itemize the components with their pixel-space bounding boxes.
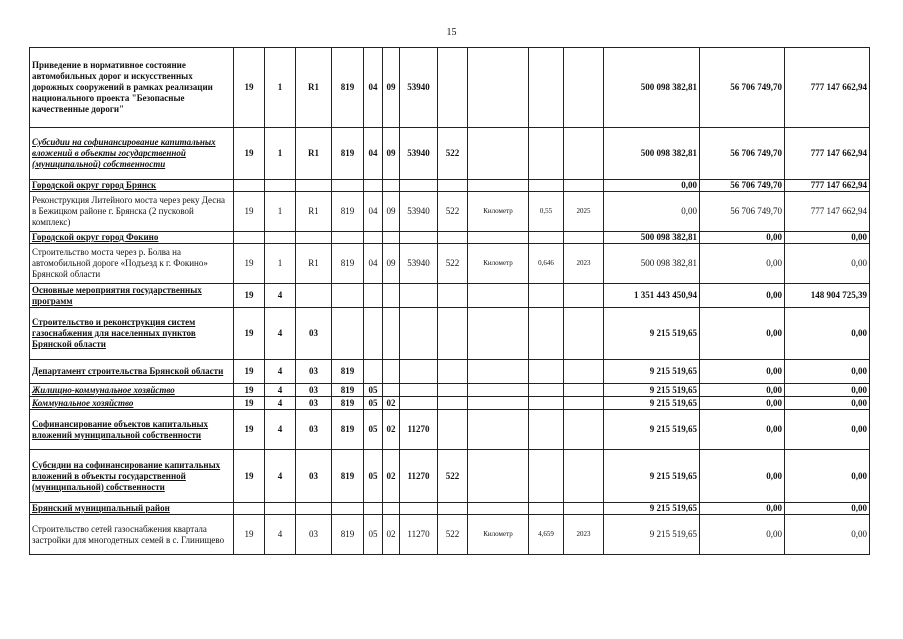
cell-capacity xyxy=(529,450,564,503)
amount-2022-cell: 9 215 519,65 xyxy=(604,410,700,450)
amount-2023-cell: 0,00 xyxy=(700,244,785,284)
cell-pp: 4 xyxy=(265,384,296,397)
cell-capacity xyxy=(529,180,564,192)
cell-vr: 522 xyxy=(438,192,468,232)
row-name-cell: Строительство моста через р. Болва на автомобильной дороге «Подъезд к г. Фокино» Брянской области xyxy=(30,244,234,284)
amount-2023-cell: 0,00 xyxy=(700,515,785,555)
cell-vr xyxy=(438,48,468,128)
cell-vr xyxy=(438,284,468,308)
cell-vr xyxy=(438,308,468,360)
cell-pp: 4 xyxy=(265,284,296,308)
cell-pp: 1 xyxy=(265,128,296,180)
table-row xyxy=(30,384,870,397)
cell-vr xyxy=(438,384,468,397)
cell-unit: Километр xyxy=(468,244,529,284)
cell-grbs: 819 xyxy=(332,410,364,450)
cell-capacity: 0,55 xyxy=(529,192,564,232)
cell-gp: 19 xyxy=(234,410,265,450)
table-row xyxy=(30,397,870,410)
cell-grbs: 819 xyxy=(332,397,364,410)
cell-capacity xyxy=(529,232,564,244)
cell-rz: 05 xyxy=(364,397,383,410)
cell-unit xyxy=(468,360,529,384)
cell-grbs: 819 xyxy=(332,450,364,503)
cell-grbs: 819 xyxy=(332,192,364,232)
cell-rz: 04 xyxy=(364,244,383,284)
amount-2024-cell: 0,00 xyxy=(785,232,870,244)
cell-unit xyxy=(468,128,529,180)
cell-unit: Километр xyxy=(468,192,529,232)
cell-grbs: 819 xyxy=(332,515,364,555)
cell-gp xyxy=(234,232,265,244)
cell-pp: 4 xyxy=(265,450,296,503)
cell-direction xyxy=(400,503,438,515)
cell-gp: 19 xyxy=(234,192,265,232)
amount-2024-cell: 148 904 725,39 xyxy=(785,284,870,308)
row-name-cell: Приведение в нормативное состояние автомобильных дорог и искусственных дорожных сооружений в рамках реализации национального проекта "Безопасные качественные дороги" xyxy=(30,48,234,128)
row-name-cell: Строительство сетей газоснабжения квартала застройки для многодетных семей в с. Глинищево xyxy=(30,515,234,555)
cell-direction xyxy=(400,232,438,244)
cell-capacity xyxy=(529,128,564,180)
amount-2024-cell: 777 147 662,94 xyxy=(785,48,870,128)
amount-2024-cell: 0,00 xyxy=(785,503,870,515)
cell-om: 03 xyxy=(296,515,332,555)
row-name-cell: Софинансирование объектов капитальных вложений муниципальной собственности xyxy=(30,410,234,450)
cell-unit: Километр xyxy=(468,515,529,555)
table-row xyxy=(30,450,870,503)
amount-2023-cell: 0,00 xyxy=(700,450,785,503)
cell-grbs xyxy=(332,503,364,515)
cell-unit xyxy=(468,450,529,503)
row-name-cell: Строительство и реконструкция систем газоснабжения для населенных пунктов Брянской области xyxy=(30,308,234,360)
amount-2023-cell: 56 706 749,70 xyxy=(700,192,785,232)
cell-pr xyxy=(383,384,400,397)
cell-gp: 19 xyxy=(234,397,265,410)
cell-pr xyxy=(383,503,400,515)
cell-gp: 19 xyxy=(234,450,265,503)
row-name-cell: Коммунальное хозяйство xyxy=(30,397,234,410)
cell-pp: 4 xyxy=(265,308,296,360)
cell-pr: 09 xyxy=(383,244,400,284)
cell-om: 03 xyxy=(296,410,332,450)
amount-2022-cell: 0,00 xyxy=(604,180,700,192)
cell-rz: 04 xyxy=(364,128,383,180)
table-row xyxy=(30,48,870,128)
cell-unit xyxy=(468,284,529,308)
cell-year xyxy=(564,384,604,397)
amount-2022-cell: 500 098 382,81 xyxy=(604,232,700,244)
cell-unit xyxy=(468,503,529,515)
cell-gp: 19 xyxy=(234,515,265,555)
cell-direction: 11270 xyxy=(400,515,438,555)
cell-gp: 19 xyxy=(234,128,265,180)
cell-capacity xyxy=(529,308,564,360)
cell-capacity: 4,659 xyxy=(529,515,564,555)
cell-om: 03 xyxy=(296,397,332,410)
row-name-cell: Субсидии на софинансирование капитальных вложений в объекты государственной (муниципальной) собственности xyxy=(30,450,234,503)
amount-2024-cell: 0,00 xyxy=(785,450,870,503)
cell-om: R1 xyxy=(296,192,332,232)
cell-direction: 53940 xyxy=(400,192,438,232)
cell-unit xyxy=(468,48,529,128)
cell-pr xyxy=(383,232,400,244)
cell-om: R1 xyxy=(296,244,332,284)
cell-vr xyxy=(438,410,468,450)
cell-rz xyxy=(364,308,383,360)
amount-2022-cell: 9 215 519,65 xyxy=(604,450,700,503)
cell-gp: 19 xyxy=(234,284,265,308)
cell-om: 03 xyxy=(296,384,332,397)
table-row xyxy=(30,180,870,192)
cell-vr: 522 xyxy=(438,450,468,503)
amount-2024-cell: 0,00 xyxy=(785,410,870,450)
cell-pr: 09 xyxy=(383,128,400,180)
row-name-cell: Основные мероприятия государственных программ xyxy=(30,284,234,308)
amount-2023-cell: 0,00 xyxy=(700,397,785,410)
cell-direction xyxy=(400,384,438,397)
cell-direction xyxy=(400,180,438,192)
row-name-cell: Жилищно-коммунальное хозяйство xyxy=(30,384,234,397)
amount-2023-cell: 56 706 749,70 xyxy=(700,128,785,180)
cell-pp: 1 xyxy=(265,244,296,284)
cell-grbs xyxy=(332,308,364,360)
cell-pp: 4 xyxy=(265,360,296,384)
cell-om: R1 xyxy=(296,48,332,128)
amount-2023-cell: 56 706 749,70 xyxy=(700,48,785,128)
cell-vr xyxy=(438,232,468,244)
budget-table xyxy=(29,47,870,555)
cell-vr: 522 xyxy=(438,515,468,555)
cell-year xyxy=(564,128,604,180)
row-name-cell: Субсидии на софинансирование капитальных вложений в объекты государственной (муниципальной) собственности xyxy=(30,128,234,180)
cell-year xyxy=(564,360,604,384)
cell-rz xyxy=(364,232,383,244)
cell-direction xyxy=(400,397,438,410)
row-name-cell: Брянский муниципальный район xyxy=(30,503,234,515)
cell-grbs: 819 xyxy=(332,244,364,284)
amount-2022-cell: 500 098 382,81 xyxy=(604,244,700,284)
cell-pp xyxy=(265,503,296,515)
amount-2024-cell: 0,00 xyxy=(785,360,870,384)
amount-2023-cell: 0,00 xyxy=(700,232,785,244)
cell-pr xyxy=(383,360,400,384)
cell-year xyxy=(564,284,604,308)
amount-2023-cell: 0,00 xyxy=(700,384,785,397)
cell-pr: 02 xyxy=(383,397,400,410)
cell-grbs xyxy=(332,284,364,308)
cell-rz: 04 xyxy=(364,48,383,128)
cell-pr xyxy=(383,180,400,192)
cell-unit xyxy=(468,308,529,360)
cell-capacity: 0,646 xyxy=(529,244,564,284)
cell-direction: 11270 xyxy=(400,450,438,503)
cell-pr: 02 xyxy=(383,410,400,450)
table-row xyxy=(30,192,870,232)
cell-year xyxy=(564,232,604,244)
cell-rz: 04 xyxy=(364,192,383,232)
cell-gp xyxy=(234,180,265,192)
cell-capacity xyxy=(529,284,564,308)
cell-pp: 4 xyxy=(265,515,296,555)
table-row xyxy=(30,284,870,308)
amount-2024-cell: 0,00 xyxy=(785,244,870,284)
cell-direction: 53940 xyxy=(400,244,438,284)
cell-vr xyxy=(438,180,468,192)
amount-2022-cell: 9 215 519,65 xyxy=(604,384,700,397)
cell-capacity xyxy=(529,384,564,397)
cell-capacity xyxy=(529,360,564,384)
amount-2022-cell: 9 215 519,65 xyxy=(604,308,700,360)
cell-pr xyxy=(383,284,400,308)
cell-pp xyxy=(265,180,296,192)
amount-2024-cell: 0,00 xyxy=(785,384,870,397)
table-row xyxy=(30,232,870,244)
cell-rz: 05 xyxy=(364,450,383,503)
cell-grbs xyxy=(332,180,364,192)
cell-pr: 09 xyxy=(383,48,400,128)
amount-2023-cell: 0,00 xyxy=(700,284,785,308)
cell-rz: 05 xyxy=(364,410,383,450)
cell-om xyxy=(296,232,332,244)
row-name-cell: Реконструкция Литейного моста через реку Десна в Бежицком районе г. Брянска (2 пусковой комплекс) xyxy=(30,192,234,232)
cell-om: 03 xyxy=(296,308,332,360)
cell-pp: 1 xyxy=(265,192,296,232)
amount-2023-cell: 56 706 749,70 xyxy=(700,180,785,192)
cell-direction: 11270 xyxy=(400,410,438,450)
cell-vr: 522 xyxy=(438,244,468,284)
cell-unit xyxy=(468,410,529,450)
table-body xyxy=(30,48,870,555)
cell-gp: 19 xyxy=(234,244,265,284)
cell-year: 2023 xyxy=(564,515,604,555)
cell-gp: 19 xyxy=(234,308,265,360)
cell-year xyxy=(564,410,604,450)
cell-vr: 522 xyxy=(438,128,468,180)
table-row xyxy=(30,244,870,284)
amount-2022-cell: 1 351 443 450,94 xyxy=(604,284,700,308)
cell-direction xyxy=(400,308,438,360)
cell-rz: 05 xyxy=(364,515,383,555)
cell-pp: 1 xyxy=(265,48,296,128)
amount-2022-cell: 9 215 519,65 xyxy=(604,397,700,410)
amount-2022-cell: 0,00 xyxy=(604,192,700,232)
cell-vr xyxy=(438,360,468,384)
cell-gp: 19 xyxy=(234,360,265,384)
cell-year xyxy=(564,397,604,410)
cell-year xyxy=(564,308,604,360)
cell-rz xyxy=(364,360,383,384)
cell-pp: 4 xyxy=(265,410,296,450)
cell-direction: 53940 xyxy=(400,128,438,180)
cell-capacity xyxy=(529,410,564,450)
amount-2024-cell: 0,00 xyxy=(785,397,870,410)
amount-2022-cell: 9 215 519,65 xyxy=(604,360,700,384)
table-row xyxy=(30,128,870,180)
cell-grbs: 819 xyxy=(332,48,364,128)
table-row xyxy=(30,503,870,515)
cell-rz xyxy=(364,503,383,515)
cell-pr xyxy=(383,308,400,360)
cell-pp: 4 xyxy=(265,397,296,410)
cell-year: 2025 xyxy=(564,192,604,232)
cell-rz xyxy=(364,180,383,192)
cell-om: R1 xyxy=(296,128,332,180)
cell-vr xyxy=(438,397,468,410)
amount-2023-cell: 0,00 xyxy=(700,410,785,450)
cell-unit xyxy=(468,397,529,410)
amount-2022-cell: 9 215 519,65 xyxy=(604,515,700,555)
amount-2022-cell: 500 098 382,81 xyxy=(604,48,700,128)
cell-om xyxy=(296,180,332,192)
cell-year: 2023 xyxy=(564,244,604,284)
table-row xyxy=(30,308,870,360)
cell-unit xyxy=(468,232,529,244)
row-name-cell: Городской округ город Брянск xyxy=(30,180,234,192)
page-number: 15 xyxy=(446,27,457,38)
row-name-cell: Департамент строительства Брянской области xyxy=(30,360,234,384)
amount-2022-cell: 500 098 382,81 xyxy=(604,128,700,180)
cell-om: 03 xyxy=(296,360,332,384)
cell-grbs: 819 xyxy=(332,128,364,180)
cell-vr xyxy=(438,503,468,515)
cell-gp xyxy=(234,503,265,515)
cell-rz: 05 xyxy=(364,384,383,397)
cell-gp: 19 xyxy=(234,48,265,128)
cell-pr: 02 xyxy=(383,515,400,555)
cell-om xyxy=(296,284,332,308)
cell-year xyxy=(564,180,604,192)
cell-grbs: 819 xyxy=(332,360,364,384)
amount-2024-cell: 777 147 662,94 xyxy=(785,180,870,192)
cell-direction xyxy=(400,360,438,384)
amount-2024-cell: 777 147 662,94 xyxy=(785,128,870,180)
cell-unit xyxy=(468,180,529,192)
amount-2023-cell: 0,00 xyxy=(700,503,785,515)
cell-unit xyxy=(468,384,529,397)
cell-pp xyxy=(265,232,296,244)
cell-direction xyxy=(400,284,438,308)
cell-pr: 02 xyxy=(383,450,400,503)
amount-2024-cell: 0,00 xyxy=(785,515,870,555)
row-name-cell: Городской округ город Фокино xyxy=(30,232,234,244)
cell-grbs: 819 xyxy=(332,384,364,397)
cell-year xyxy=(564,503,604,515)
cell-rz xyxy=(364,284,383,308)
amount-2023-cell: 0,00 xyxy=(700,360,785,384)
cell-capacity xyxy=(529,503,564,515)
cell-capacity xyxy=(529,48,564,128)
table-row xyxy=(30,515,870,555)
amount-2022-cell: 9 215 519,65 xyxy=(604,503,700,515)
cell-year xyxy=(564,450,604,503)
table-row xyxy=(30,360,870,384)
cell-capacity xyxy=(529,397,564,410)
cell-om xyxy=(296,503,332,515)
table-row xyxy=(30,410,870,450)
amount-2024-cell: 777 147 662,94 xyxy=(785,192,870,232)
cell-year xyxy=(564,48,604,128)
amount-2023-cell: 0,00 xyxy=(700,308,785,360)
cell-pr: 09 xyxy=(383,192,400,232)
cell-om: 03 xyxy=(296,450,332,503)
cell-direction: 53940 xyxy=(400,48,438,128)
cell-gp: 19 xyxy=(234,384,265,397)
amount-2024-cell: 0,00 xyxy=(785,308,870,360)
cell-grbs xyxy=(332,232,364,244)
